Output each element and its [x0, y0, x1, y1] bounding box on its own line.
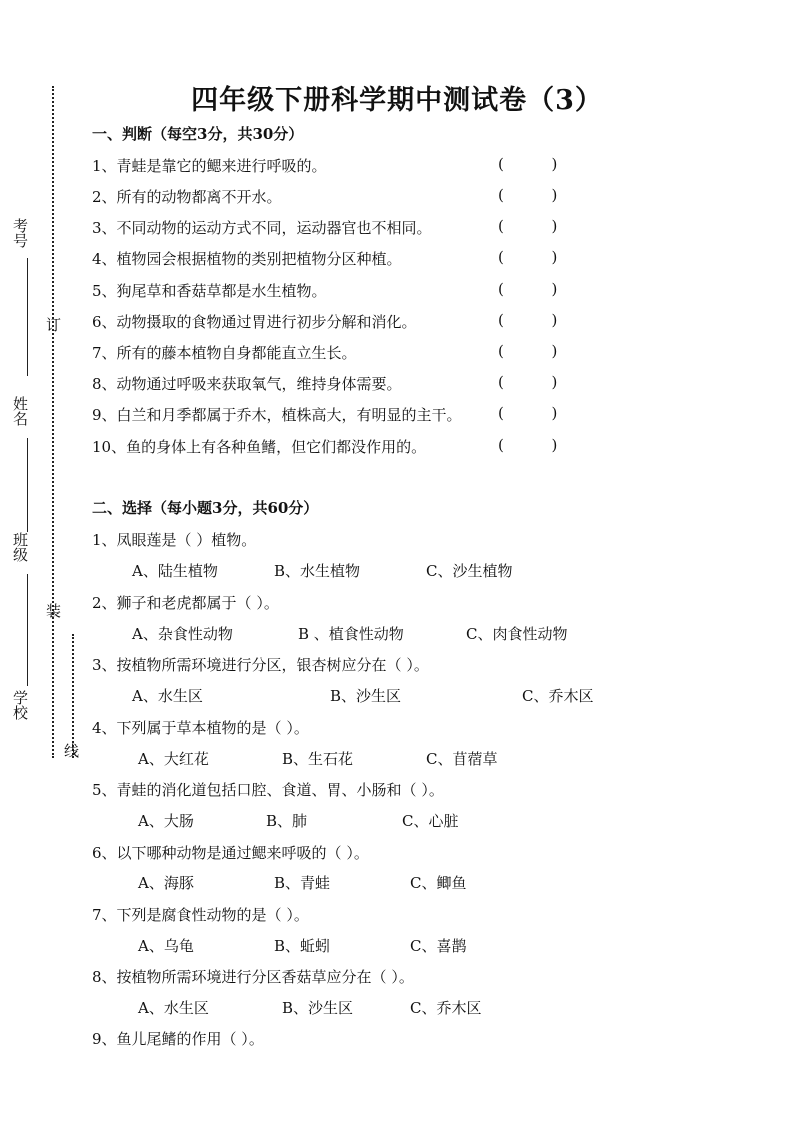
choice-8-option-c[interactable]: C、乔木区 — [410, 999, 482, 1017]
judge-answer-blank-8[interactable]: ( ) — [498, 373, 558, 391]
margin-label-exam-number: 考号 — [11, 218, 29, 248]
choice-question-7: 7、下列是腐食性动物的是（ ）。 — [92, 906, 309, 924]
margin-label-name: 姓名 — [11, 396, 29, 426]
choice-2-option-a[interactable]: A、杂食性动物 — [132, 625, 233, 643]
section-1-heading: 一、判断（每空3分，共30分） — [92, 125, 304, 143]
judge-answer-blank-1[interactable]: ( ) — [498, 155, 558, 173]
judge-answer-blank-9[interactable]: ( ) — [498, 404, 558, 422]
judge-item-8: 8、动物通过呼吸来获取氧气，维持身体需要。 — [92, 375, 402, 393]
choice-question-8: 8、按植物所需环境进行分区香菇草应分在（ ）。 — [92, 968, 414, 986]
page-title: 四年级下册科学期中测试卷（3） — [191, 85, 603, 116]
choice-question-6: 6、以下哪种动物是通过鳃来呼吸的（ ）。 — [92, 844, 369, 862]
choice-5-option-c[interactable]: C、心脏 — [402, 812, 459, 830]
choice-question-3: 3、按植物所需环境进行分区，银杏树应分在（ ）。 — [92, 656, 429, 674]
choice-3-option-a[interactable]: A、水生区 — [132, 687, 203, 705]
choice-7-option-b[interactable]: B、蚯蚓 — [274, 937, 331, 955]
margin-mark-ding: 订 — [46, 316, 62, 334]
judge-answer-blank-10[interactable]: ( ) — [498, 436, 558, 454]
choice-2-option-b[interactable]: B 、植食性动物 — [298, 625, 404, 643]
choice-3-option-c[interactable]: C、乔木区 — [522, 687, 594, 705]
margin-label-class: 班级 — [11, 532, 29, 562]
choice-8-option-b[interactable]: B、沙生区 — [282, 999, 354, 1017]
judge-item-9: 9、白兰和月季都属于乔木，植株高大，有明显的主干。 — [92, 406, 462, 424]
judge-item-10: 10、鱼的身体上有各种鱼鳍，但它们都没作用的。 — [92, 438, 427, 456]
choice-6-option-c[interactable]: C、鲫鱼 — [410, 874, 467, 892]
binding-dotted-line-outer — [52, 86, 54, 758]
judge-item-7: 7、所有的藤本植物自身都能直立生长。 — [92, 344, 357, 362]
judge-item-1: 1、青蛙是靠它的鳃来进行呼吸的。 — [92, 157, 327, 175]
judge-item-2: 2、所有的动物都离不开水。 — [92, 188, 282, 206]
choice-4-option-c[interactable]: C、苜蓿草 — [426, 750, 498, 768]
judge-answer-blank-4[interactable]: ( ) — [498, 248, 558, 266]
choice-5-option-b[interactable]: B、肺 — [266, 812, 308, 830]
judge-item-6: 6、动物摄取的食物通过胃进行初步分解和消化。 — [92, 313, 417, 331]
choice-question-1: 1、凤眼莲是（ ）植物。 — [92, 531, 257, 549]
choice-4-option-b[interactable]: B、生石花 — [282, 750, 354, 768]
choice-7-option-c[interactable]: C、喜鹊 — [410, 937, 467, 955]
choice-1-option-b[interactable]: B、水生植物 — [274, 562, 361, 580]
choice-question-5: 5、青蛙的消化道包括口腔、食道、胃、小肠和（ ）。 — [92, 781, 444, 799]
margin-blank-class — [27, 574, 28, 686]
margin-mark-xian: 线 — [64, 742, 80, 760]
choice-4-option-a[interactable]: A、大红花 — [138, 750, 209, 768]
judge-answer-blank-7[interactable]: ( ) — [498, 342, 558, 360]
choice-2-option-c[interactable]: C、肉食性动物 — [466, 625, 568, 643]
judge-answer-blank-3[interactable]: ( ) — [498, 217, 558, 235]
judge-answer-blank-5[interactable]: ( ) — [498, 280, 558, 298]
choice-question-4: 4、下列属于草本植物的是（ ）。 — [92, 719, 309, 737]
choice-7-option-a[interactable]: A、乌龟 — [138, 937, 194, 955]
section-2-heading: 二、选择（每小题3分，共60分） — [92, 499, 319, 517]
margin-blank-name — [27, 438, 28, 532]
choice-question-9: 9、鱼儿尾鳍的作用（ ）。 — [92, 1030, 264, 1048]
choice-3-option-b[interactable]: B、沙生区 — [330, 687, 402, 705]
choice-6-option-a[interactable]: A、海豚 — [138, 874, 194, 892]
judge-answer-blank-2[interactable]: ( ) — [498, 186, 558, 204]
judge-item-5: 5、狗尾草和香菇草都是水生植物。 — [92, 282, 327, 300]
choice-8-option-a[interactable]: A、水生区 — [138, 999, 209, 1017]
judge-answer-blank-6[interactable]: ( ) — [498, 311, 558, 329]
margin-mark-zhuang: 装 — [46, 602, 62, 620]
choice-question-2: 2、狮子和老虎都属于（ ）。 — [92, 594, 279, 612]
choice-6-option-b[interactable]: B、青蛙 — [274, 874, 331, 892]
judge-item-3: 3、不同动物的运动方式不同，运动器官也不相同。 — [92, 219, 432, 237]
choice-1-option-a[interactable]: A、陆生植物 — [132, 562, 218, 580]
choice-5-option-a[interactable]: A、大肠 — [138, 812, 194, 830]
margin-blank-exam-number — [27, 258, 28, 376]
margin-label-school: 学校 — [11, 690, 29, 720]
choice-1-option-c[interactable]: C、沙生植物 — [426, 562, 513, 580]
judge-item-4: 4、植物园会根据植物的类别把植物分区种植。 — [92, 250, 402, 268]
